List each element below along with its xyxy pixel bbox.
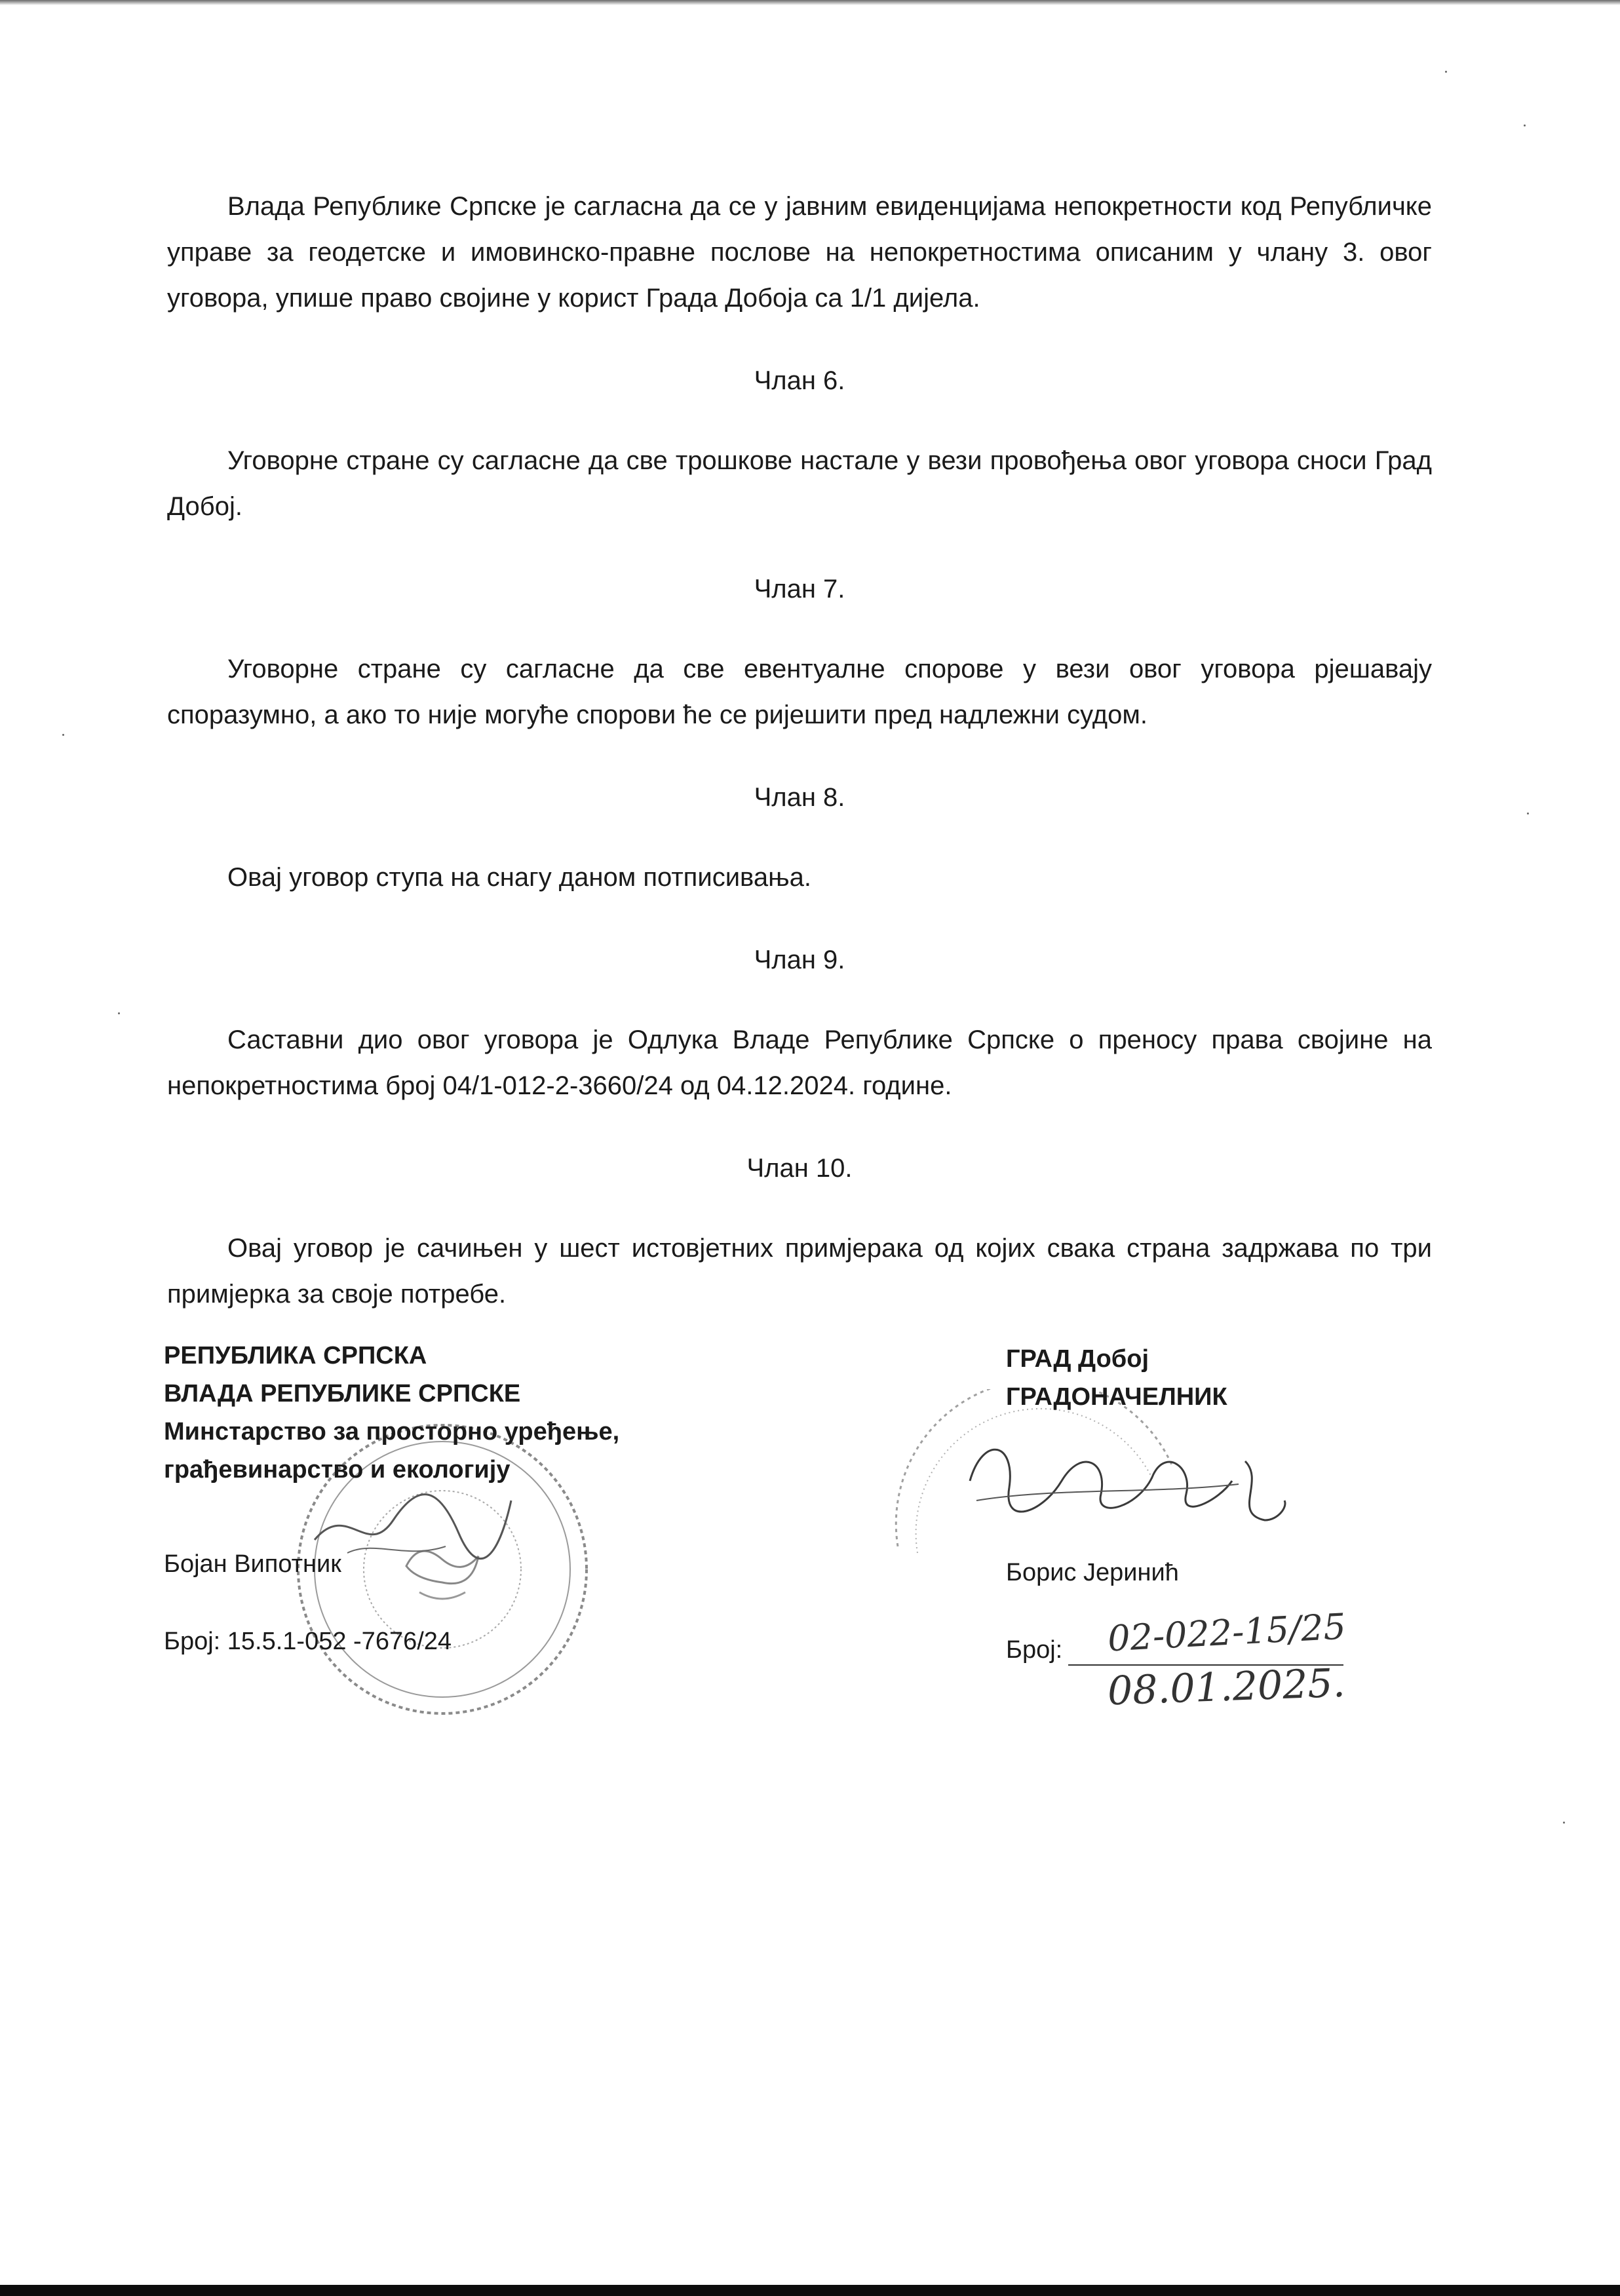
left-entity-line-2: ВЛАДА РЕПУБЛИКЕ СРПСКЕ (164, 1380, 521, 1407)
paragraph-6: Овај уговор је сачињен у шест истовјетних примјерака од којих свака страна задржава по три примјерка за своје потребе. (167, 1234, 1432, 1309)
scan-speck (118, 1012, 120, 1014)
scan-edge-top (0, 0, 1620, 5)
scan-speck (62, 734, 64, 736)
right-entity-line-2: ГРАДОНАЧЕЛНИК (1006, 1383, 1227, 1411)
scan-edge-bottom (0, 2285, 1620, 2296)
handwritten-date: 08.01.2025. (1106, 1660, 1346, 1715)
paragraph-5: Саставни дио овог уговора је Одлука Владе Републике Српске о преносу права својине на непокретностима број 04/1-012-2-3660/24 од 04.12.2024. године. (167, 1025, 1432, 1100)
paragraph-2: Уговорне стране су сагласне да све трошкове настале у вези провођења овог уговора сноси Град Добој. (167, 446, 1432, 521)
scan-speck (1563, 1822, 1565, 1824)
left-signatory-block (164, 1337, 754, 1660)
scan-speck (1527, 813, 1529, 814)
scan-speck (1524, 124, 1526, 126)
right-number-label: Број: (1006, 1636, 1063, 1664)
left-entity-line-1: РЕПУБЛИКА СРПСКА (164, 1342, 427, 1369)
article-8-heading: Члан 8. (754, 783, 845, 812)
article-10-heading: Члан 10. (746, 1154, 853, 1183)
left-document-number: Број: 15.5.1-052 -7676/24 (164, 1628, 452, 1655)
article-9-heading: Члан 9. (754, 946, 845, 974)
paragraph-1: Влада Републике Српске је сагласна да се у јавним евиденцијама непокретности код Републичке управе за геодетске и имовинско-правне послове на непокретностима описаним у члану 3. овог уговора, упише право својине у корист Града Добоја са 1/1 дијела. (167, 192, 1432, 313)
article-7-heading: Члан 7. (754, 575, 845, 603)
right-signatory-name: Борис Јеринић (1006, 1559, 1179, 1586)
paragraph-3: Уговорне стране су сагласне да све евентуалне спорове у вези овог уговора рјешавају споразумно, а ако то није могуће спорови ће се ријешити пред надлежни судом. (167, 655, 1432, 729)
left-signatory-name: Бојан Випотник (164, 1550, 341, 1578)
article-6-heading: Члан 6. (754, 366, 845, 395)
document-body (167, 183, 1432, 1317)
paragraph-4: Овај уговор ступа на снагу даном потписивања. (227, 863, 811, 892)
left-entity-line-4: грађевинарство и екологију (164, 1456, 511, 1483)
handwritten-number: 02-022-15/25 (1106, 1605, 1347, 1660)
right-entity-line-1: ГРАД Добој (1006, 1345, 1149, 1373)
scan-speck (1445, 71, 1447, 73)
left-entity-line-3: Минстарство за просторно уређење, (164, 1418, 620, 1445)
